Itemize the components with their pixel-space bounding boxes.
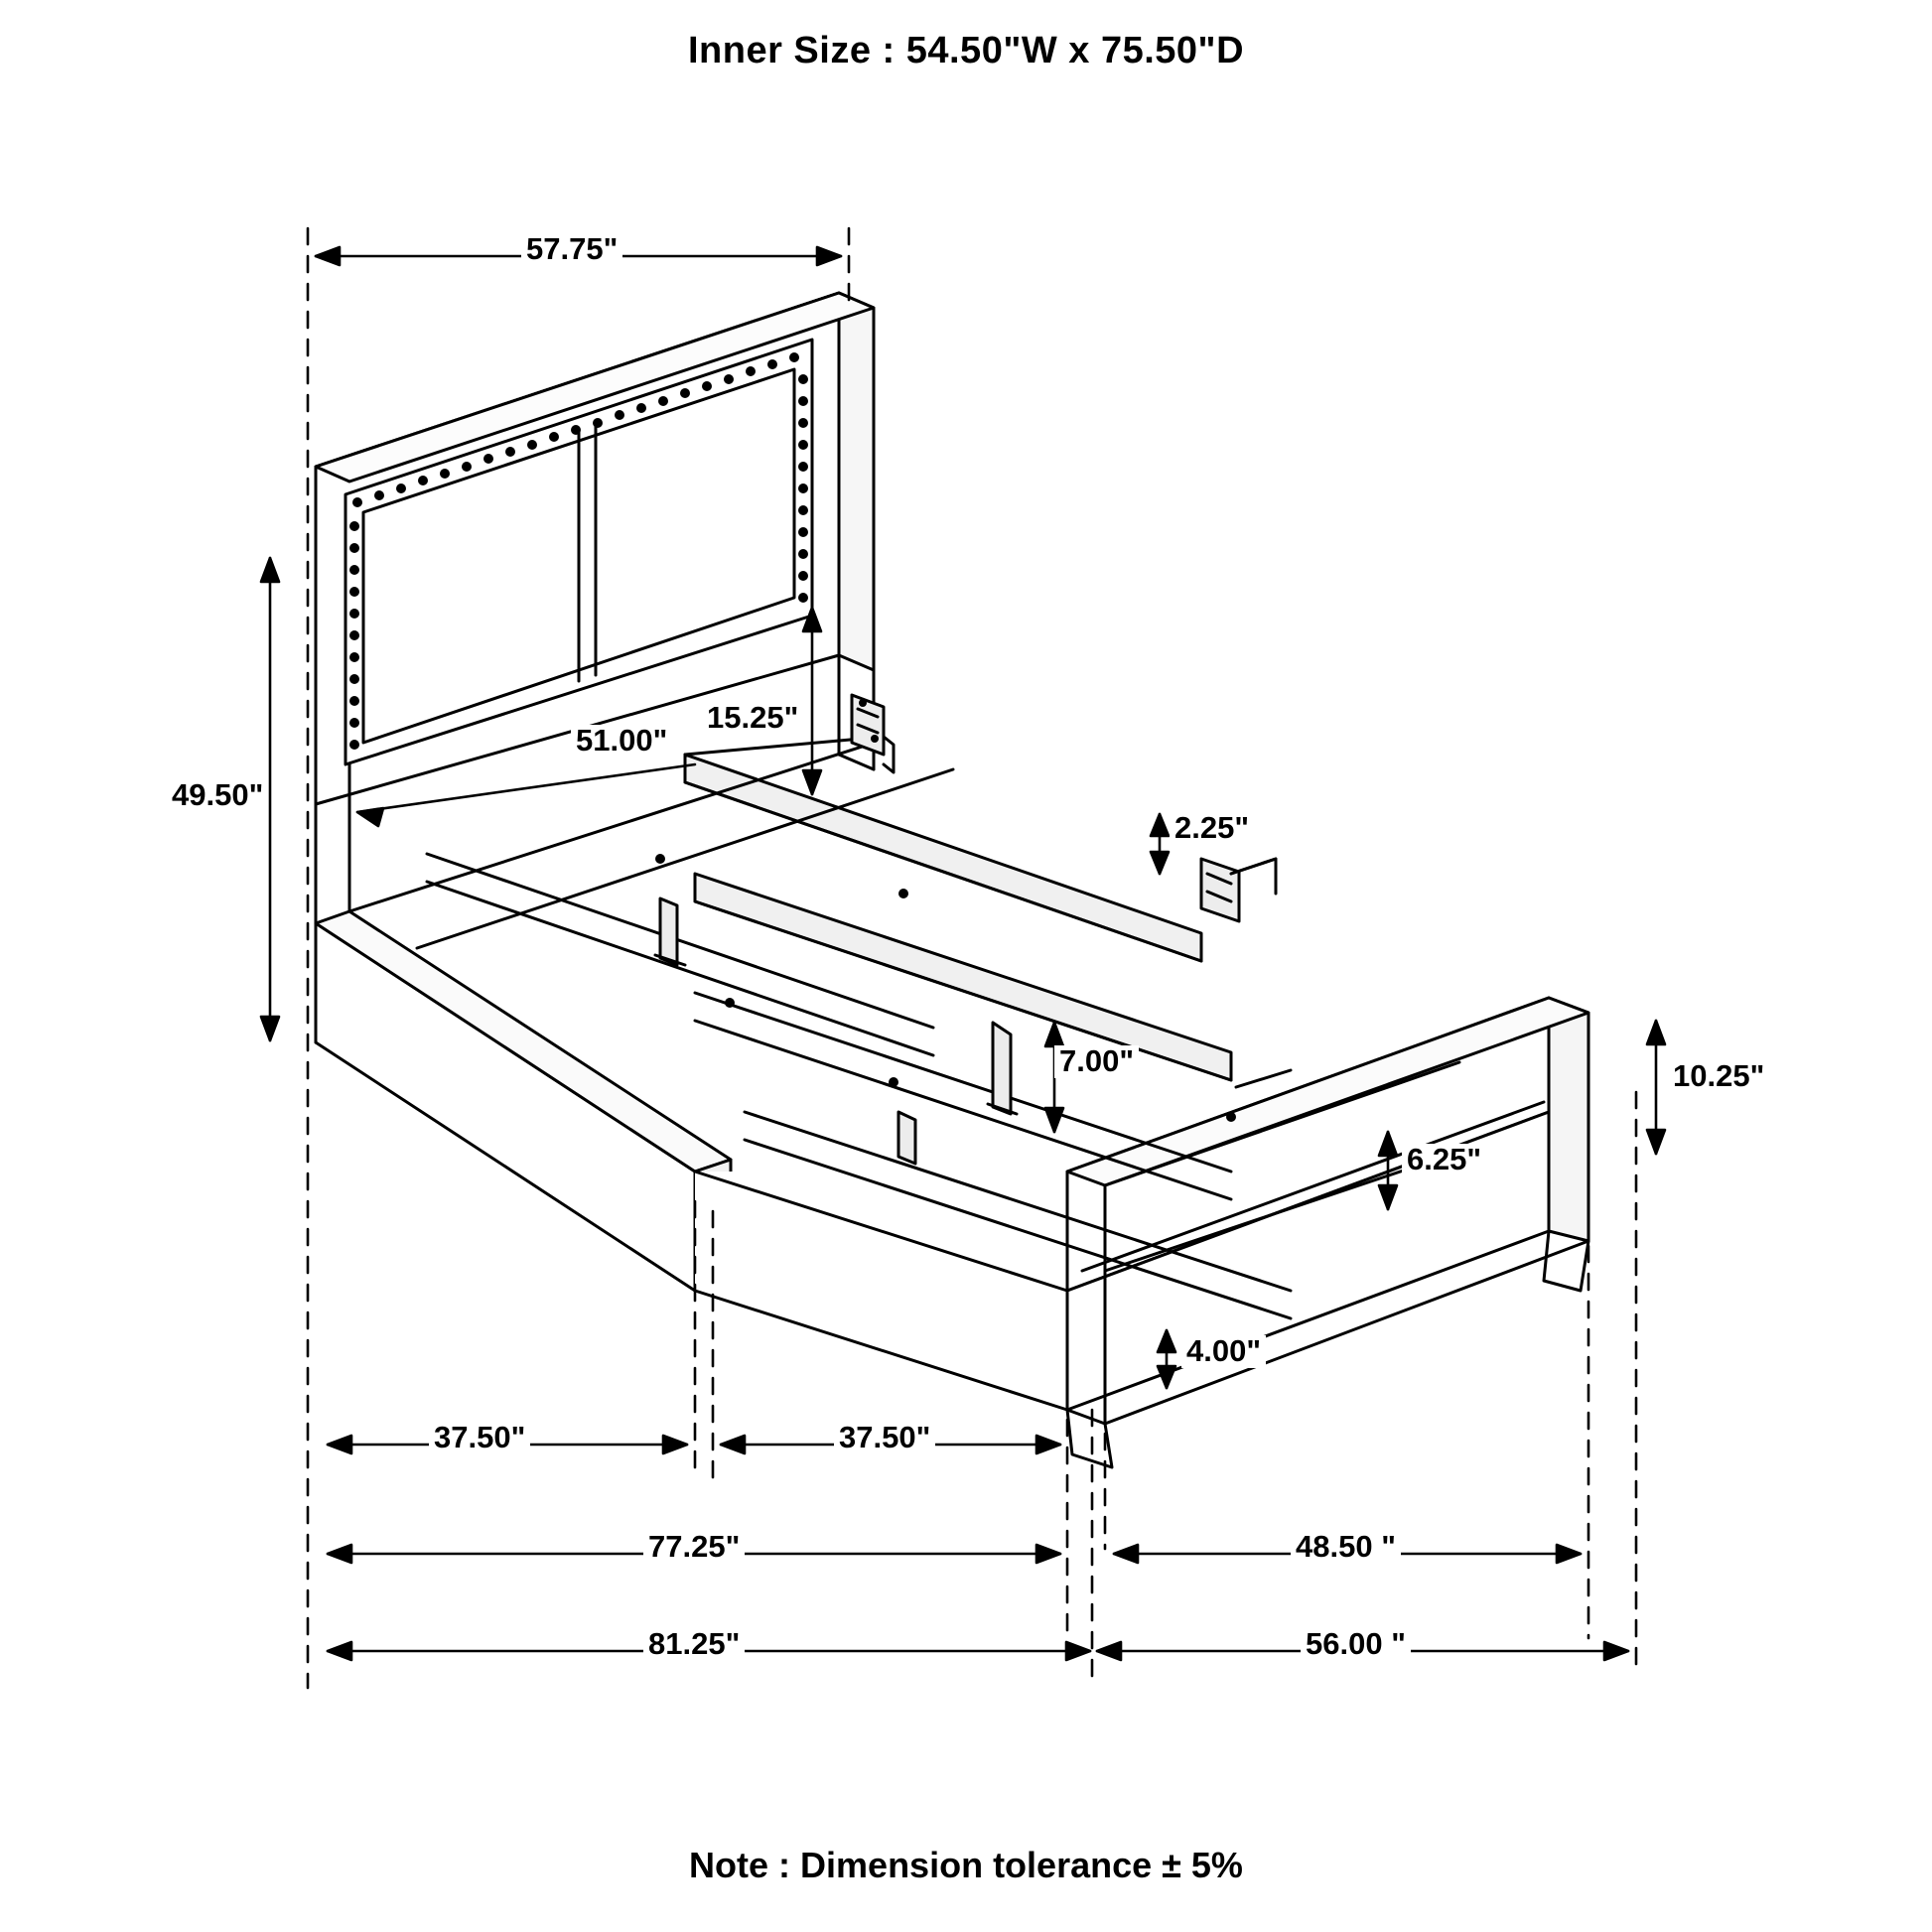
dim-slat-span-left: 37.50" [429, 1422, 530, 1454]
dim-headboard-height: 49.50" [167, 779, 268, 812]
dim-length-overall: 81.25" [643, 1628, 745, 1661]
tolerance-note: Note : Dimension tolerance ± 5% [689, 1845, 1243, 1885]
dim-slat-span-right: 37.50" [834, 1422, 935, 1454]
dim-headboard-clearance: 15.25" [702, 702, 803, 735]
dim-length-inner: 77.25" [643, 1531, 745, 1564]
dim-footboard-height: 10.25" [1668, 1060, 1769, 1093]
dim-headboard-width: 57.75" [521, 233, 622, 266]
dim-width-inner: 48.50 " [1291, 1531, 1401, 1564]
dim-rail-thickness: 2.25" [1170, 812, 1254, 845]
dim-slat-height: 7.00" [1054, 1045, 1139, 1078]
dim-width-overall: 56.00 " [1301, 1628, 1411, 1661]
dim-footboard-rail: 6.25" [1402, 1144, 1486, 1176]
page-title: Inner Size : 54.50"W x 75.50"D [687, 30, 1245, 71]
dim-leg-height: 4.00" [1181, 1335, 1266, 1368]
dim-headboard-panel-height: 51.00" [571, 725, 672, 758]
